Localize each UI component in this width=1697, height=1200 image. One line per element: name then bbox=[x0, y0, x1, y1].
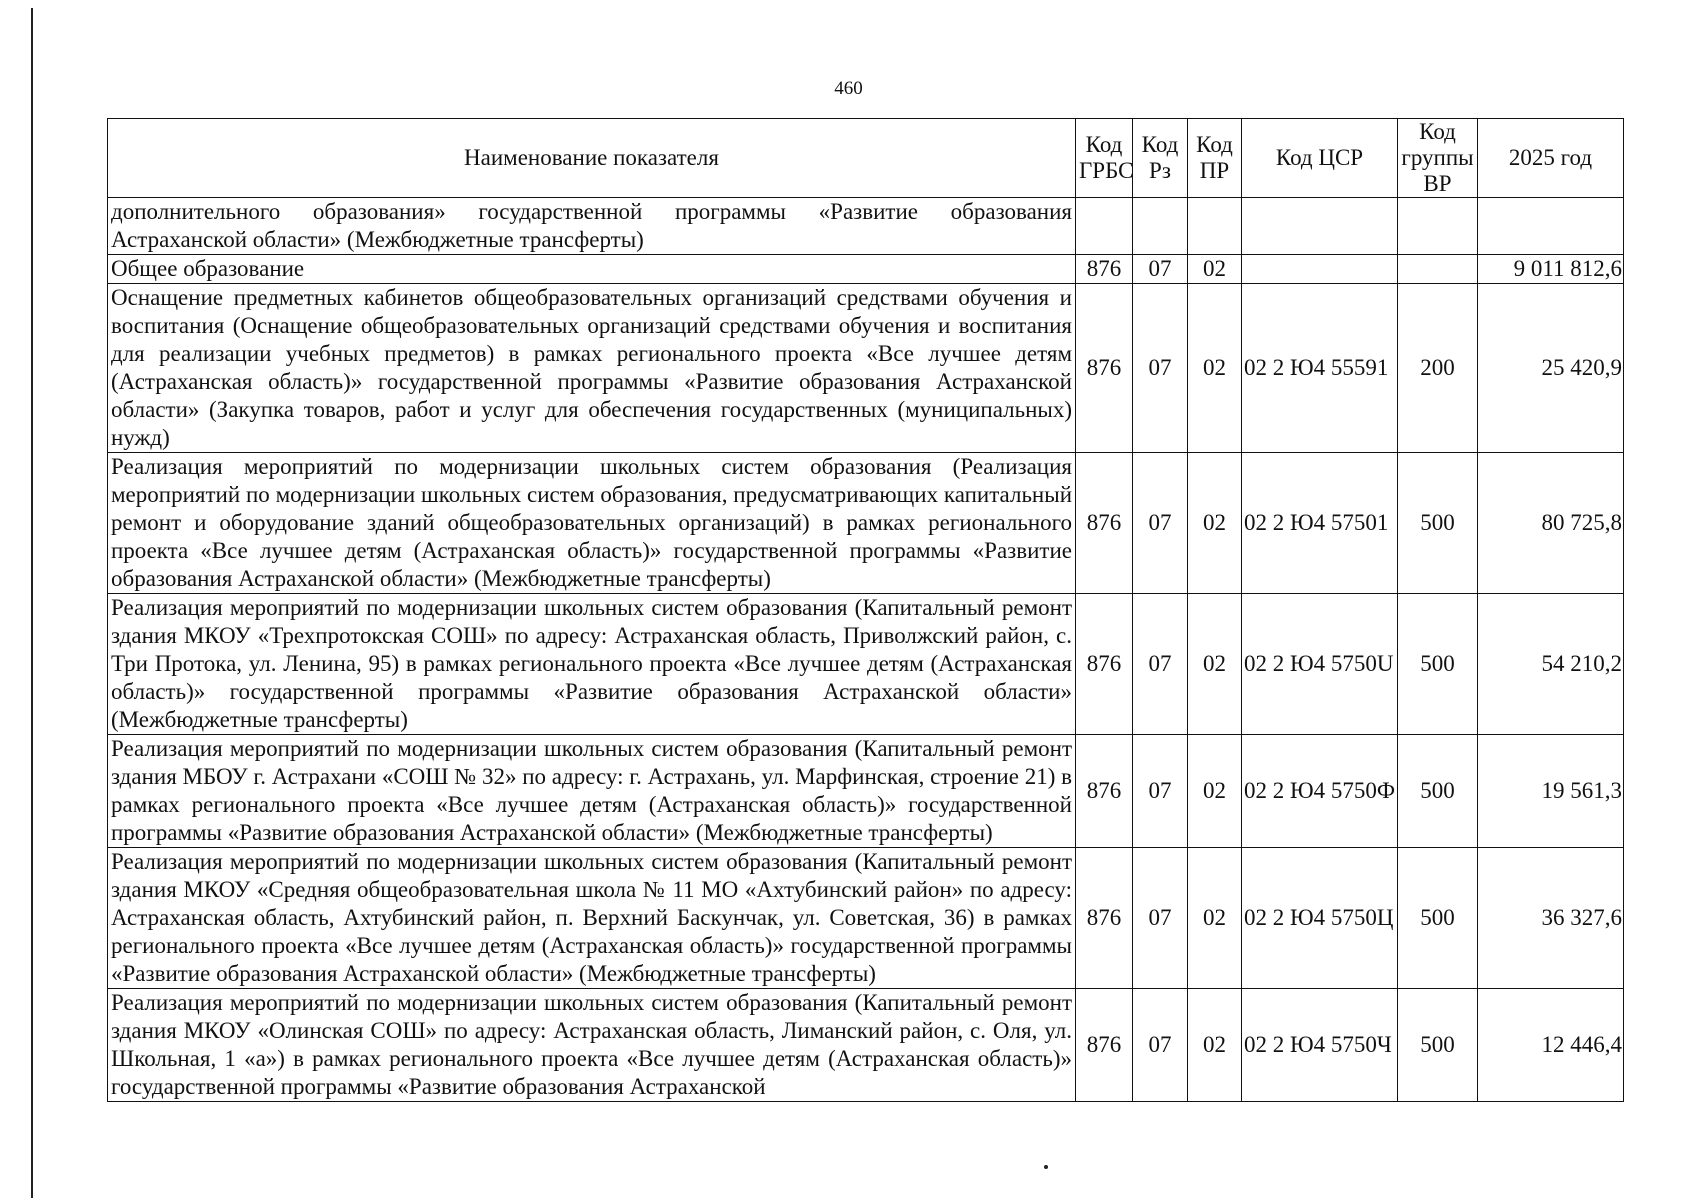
row-grbs: 876 bbox=[1076, 453, 1133, 594]
scan-speck bbox=[1044, 1165, 1048, 1169]
table-row bbox=[108, 453, 1624, 594]
row-csr: 02 2 Ю4 57501 bbox=[1242, 453, 1398, 594]
row-pr bbox=[1188, 198, 1242, 255]
header-vr: Код группы ВР bbox=[1398, 119, 1478, 198]
row-csr bbox=[1242, 255, 1398, 284]
header-rz: Код Рз bbox=[1133, 119, 1188, 198]
table-row bbox=[108, 198, 1624, 255]
row-grbs: 876 bbox=[1076, 989, 1133, 1102]
header-year: 2025 год bbox=[1478, 119, 1624, 198]
row-grbs: 876 bbox=[1076, 594, 1133, 735]
row-name: Реализация мероприятий по модернизации школьных систем образования (Капитальный ремонт здания МКОУ «Трехпротокская СОШ» по адресу: Астраханская область, Приволжский район, с. Три Протока, ул. Ленина, 95) в рамках регионального проекта «Все лучшее детям (Астраханская область)» государственной программы «Развитие образования Астраханской области» (Межбюджетные трансферты) bbox=[108, 594, 1076, 735]
row-amount: 36 327,6 bbox=[1478, 848, 1624, 989]
row-name: Реализация мероприятий по модернизации школьных систем образования (Капитальный ремонт здания МКОУ «Средняя общеобразовательная школа № 11 МО «Ахтубинский район» по адресу: Астраханская область, Ахтубинский район, п. Верхний Баскунчак, ул. Советская, 36) в рамках регионального проекта «Все лучшее детям (Астраханская область)» государственной программы «Развитие образования Астраханской области» (Межбюджетные трансферты) bbox=[108, 848, 1076, 989]
row-rz: 07 bbox=[1133, 453, 1188, 594]
table-row bbox=[108, 594, 1624, 735]
row-grbs: 876 bbox=[1076, 735, 1133, 848]
row-amount: 19 561,3 bbox=[1478, 735, 1624, 848]
row-csr: 02 2 Ю4 5750Ч bbox=[1242, 989, 1398, 1102]
row-vr bbox=[1398, 198, 1478, 255]
row-amount: 12 446,4 bbox=[1478, 989, 1624, 1102]
row-grbs: 876 bbox=[1076, 284, 1133, 453]
row-amount bbox=[1478, 198, 1624, 255]
row-rz: 07 bbox=[1133, 284, 1188, 453]
row-csr: 02 2 Ю4 5750Ф bbox=[1242, 735, 1398, 848]
row-pr: 02 bbox=[1188, 735, 1242, 848]
row-vr: 500 bbox=[1398, 594, 1478, 735]
row-name: Реализация мероприятий по модернизации школьных систем образования (Реализация мероприятий по модернизации школьных систем образования, предусматривающих капитальный ремонт и оборудование зданий общеобразовательных организаций) в рамках регионального проекта «Все лучшее детям (Астраханская область)» государственной программы «Развитие образования Астраханской области» (Межбюджетные трансферты) bbox=[108, 453, 1076, 594]
row-grbs bbox=[1076, 198, 1133, 255]
page-number: 460 bbox=[834, 78, 863, 99]
row-amount: 80 725,8 bbox=[1478, 453, 1624, 594]
table-row bbox=[108, 255, 1624, 284]
row-vr: 500 bbox=[1398, 989, 1478, 1102]
row-name: Реализация мероприятий по модернизации школьных систем образования (Капитальный ремонт здания МБОУ г. Астрахани «СОШ № 32» по адресу: г. Астрахань, ул. Марфинская, строение 21) в рамках регионального проекта «Все лучшее детям (Астраханская область)» государственной программы «Развитие образования Астраханской области» (Межбюджетные трансферты) bbox=[108, 735, 1076, 848]
header-pr: Код ПР bbox=[1188, 119, 1242, 198]
row-pr: 02 bbox=[1188, 848, 1242, 989]
row-amount: 9 011 812,6 bbox=[1478, 255, 1624, 284]
row-rz: 07 bbox=[1133, 594, 1188, 735]
row-pr: 02 bbox=[1188, 594, 1242, 735]
row-pr: 02 bbox=[1188, 284, 1242, 453]
scan-margin-line bbox=[31, 8, 33, 1198]
row-csr: 02 2 Ю4 55591 bbox=[1242, 284, 1398, 453]
header-grbs: Код ГРБС bbox=[1076, 119, 1133, 198]
row-amount: 25 420,9 bbox=[1478, 284, 1624, 453]
row-rz: 07 bbox=[1133, 848, 1188, 989]
row-csr: 02 2 Ю4 5750U bbox=[1242, 594, 1398, 735]
table-header-row bbox=[108, 119, 1624, 198]
header-name: Наименование показателя bbox=[108, 119, 1076, 198]
row-name: Общее образование bbox=[108, 255, 1076, 284]
row-rz: 07 bbox=[1133, 735, 1188, 848]
budget-table bbox=[107, 118, 1624, 1102]
table-row bbox=[108, 735, 1624, 848]
row-vr: 500 bbox=[1398, 848, 1478, 989]
row-vr: 500 bbox=[1398, 453, 1478, 594]
table-row bbox=[108, 284, 1624, 453]
row-vr: 200 bbox=[1398, 284, 1478, 453]
row-pr: 02 bbox=[1188, 989, 1242, 1102]
row-rz bbox=[1133, 198, 1188, 255]
row-csr bbox=[1242, 198, 1398, 255]
header-csr: Код ЦСР bbox=[1242, 119, 1398, 198]
row-rz: 07 bbox=[1133, 989, 1188, 1102]
row-vr: 500 bbox=[1398, 735, 1478, 848]
row-vr bbox=[1398, 255, 1478, 284]
table-row bbox=[108, 989, 1624, 1102]
row-grbs: 876 bbox=[1076, 255, 1133, 284]
row-name: дополнительного образования» государственной программы «Развитие образования Астраханской области» (Межбюджетные трансферты) bbox=[108, 198, 1076, 255]
row-grbs: 876 bbox=[1076, 848, 1133, 989]
row-amount: 54 210,2 bbox=[1478, 594, 1624, 735]
row-name: Реализация мероприятий по модернизации школьных систем образования (Капитальный ремонт здания МКОУ «Олинская СОШ» по адресу: Астраханская область, Лиманский район, с. Оля, ул. Школьная, 1 «а») в рамках регионального проекта «Все лучшее детям (Астраханская область)» государственной программы «Развитие образования Астраханской bbox=[108, 989, 1076, 1102]
row-pr: 02 bbox=[1188, 453, 1242, 594]
row-csr: 02 2 Ю4 5750Ц bbox=[1242, 848, 1398, 989]
row-name: Оснащение предметных кабинетов общеобразовательных организаций средствами обучения и воспитания (Оснащение общеобразовательных организаций средствами обучения и воспитания для реализации учебных предметов) в рамках регионального проекта «Все лучшее детям (Астраханская область)» государственной программы «Развитие образования Астраханской области» (Закупка товаров, работ и услуг для обеспечения государственных (муниципальных) нужд) bbox=[108, 284, 1076, 453]
row-rz: 07 bbox=[1133, 255, 1188, 284]
table-row bbox=[108, 848, 1624, 989]
row-pr: 02 bbox=[1188, 255, 1242, 284]
